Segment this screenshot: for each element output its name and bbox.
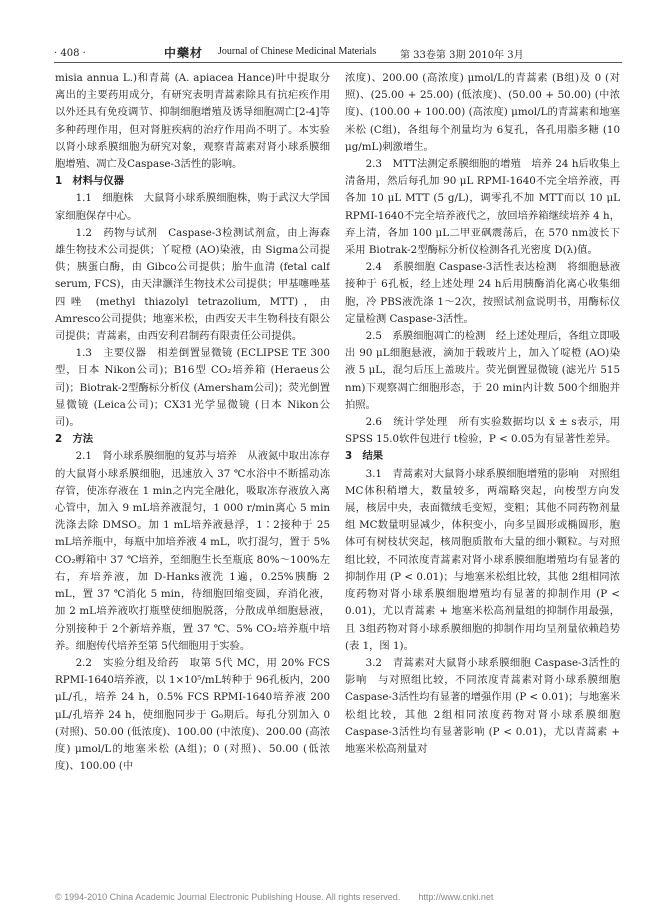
issue-info: 第 33卷第 3期 2010年 3月 (400, 50, 524, 61)
journal-name: Journal of Chinese Medicinal Materials (218, 46, 377, 57)
left-column (55, 70, 330, 870)
page-number: · 408 · (54, 48, 86, 59)
paragraph: misia annua L.)和青蒿 (A. apiacea Hance)叶中提取分离出的主要药用成分，有研究表明青蒿素除具有抗疟疾作用以外还具有免疫调节、抑制细胞增殖及诱导细胞凋亡[2-4]等多种药理作用，但对肾脏疾病的治疗作用尚不明了。本实验以肾小球系膜细胞为研究对象，观察青蒿素对肾小球系膜细胞增殖、凋亡及Caspase-3活性的影响。 (55, 72, 330, 171)
paragraph: 2.6 统计学处理 所有实验数据均以 x̄ ± s表示，用 SPSS 15.0软件包进行 t检验，P < 0.05为有显著性差异。 (345, 416, 620, 446)
paragraph: 浓度)、200.00 (高浓度) μmol/L的青蒿素 (B组)及 0 (对照)、(25.00 + 25.00) (低浓度)、(50.00 + 50.00) (中浓度)、(100.00 + 100.00) (高浓度) μmol/L的青蒿素和地塞米松 (C组)，各组每个剂量均为 6复孔，各孔用脂多糖 (10 μg/mL)刺激增生。 (345, 72, 620, 153)
paragraph: 2.2 实验分组及给药 取第 5代 MC，用 20% FCS RPMI-1640培养液，以 1×10⁵/mL转种于 96孔板内，200 μL/孔，培养 24 h，0.5% FCS RPMI-1640培养液 200 μL/孔培养 24 h，使细胞同步于 G₀期后。每孔分别加入 0 (对照)、50.00 (低浓度)、100.00 (中浓度)、200.00 (高浓度) μmol/L的地塞米松 (A组)；0 (对照)、50.00 (低浓度)、100.00 (中 (55, 656, 330, 773)
page-header (0, 0, 670, 62)
paragraph: 1.1 细胞株 大鼠肾小球系膜细胞株，购于武汉大学国家细胞保存中心。 (55, 192, 330, 222)
right-column (345, 70, 620, 870)
paragraph: 1.3 主要仪器 相差倒置显微镜 (ECLIPSE TE 300型，日本 Nikon公司)；B16型 CO₂培养箱 (Heraeus公司)；Biotrak-2型酶标分析仪 (Amersham公司)；荧光倒置显微镜 (Leica公司)；CX31光学显微镜 (日本 Nikon公司)。 (55, 347, 330, 429)
paragraph: 2.3 MTT法测定系膜细胞的增殖 培养 24 h后收集上清备用，然后每孔加 90 μL RPMI-1640不完全培养液，再各加 10 μL MTT (5 g/L)，调零孔不加 MTT而以 10 μL RPMI-1640不完全培养液代之，放回培养箱继续培养 4 h，弃上清，各加 100 μL二甲亚砜震荡后，在 570 nm波长下采用 Biotrak-2型酶标分析仪检测各孔光密度 D(λ)值。 (345, 158, 620, 257)
copyright-footer: © 1994-2010 China Academic Journal Electronic Publishing House. All rights reserved. http://www.cnki.net (55, 892, 494, 902)
paragraph: 3.2 青蒿素对大鼠肾小球系膜细胞 Caspase-3活性的影响 与对照组比较，不同浓度青蒿素对肾小球系膜细胞 Caspase-3活性均有显著的增强作用 (P < 0.01)；与地塞米松组比较，其他 2组相同浓度药物对肾小球系膜细胞 Caspase-3活性均有显著影响 (P < 0.01)，尤以青蒿素 + 地塞米松高剂量对 (345, 656, 620, 755)
section-heading: 2 方法 (55, 433, 94, 446)
paragraph: 1.2 药物与试剂 Caspase-3检测试剂盒，由上海森雄生物技术公司提供；丫啶橙 (AO)染液，由 Sigma公司提供；胰蛋白酶，由 Gibco公司提供；胎牛血清 (fetal calf serum, FCS)，由天津灏洋生物技术公司提供；甲基噻唑基四唑 (methyl thiazolyl tetrazolium, MTT)，由 Amresco公司提供；地塞米松，由西安天丰生物科技有限公司提供；青蒿素，由西安利君制药有限责任公司提供。 (55, 226, 330, 343)
section-heading: 1 材料与仪器 (55, 175, 124, 188)
paragraph: 3.1 青蒿素对大鼠肾小球系膜细胞增殖的影响 对照组 MC体积稍增大，数量较多，两端略突起，向梭型方向发展，核居中央，表面微绒毛变短，变粗；其他不同药物剂量组 MC数量明显减少，体积变小，向多呈圆形或椭圆形，胞体可有树枝状突起，核周胞质散布大量的细小颗粒。与对照组比较，不同浓度青蒿素对肾小球系膜细胞增殖均有显著的抑制作用 (P < 0.01)；与地塞米松组比较，其他 2组相同浓度药物对肾小球系膜细胞增殖均有显著的抑制作用 (P < 0.01)，尤以青蒿素 + 地塞米松高剂量组的抑制作用最强，且 3组药物对肾小球系膜细胞的抑制作用均呈剂量依赖趋势 (表 1，图 1)。 (345, 467, 620, 652)
journal-logo: 中藥材 (164, 46, 204, 60)
paragraph: 2.5 系膜细胞凋亡的检测 经上述处理后，各组立即吸出 90 μL细胞悬液，滴加于载玻片上，加入丫啶橙 (AO)染液 5 μL，混匀后压上盖玻片。荧光倒置显微镜 (滤光片 515 nm)下观察凋亡细胞形态，于 20 min内计数 500个细胞并拍照。 (345, 330, 620, 411)
section-heading: 3 结果 (345, 450, 384, 463)
header-rule (54, 62, 622, 63)
paragraph: 2.4 系膜细胞 Caspase-3活性表达检测 将细胞悬液接种于 6孔板，经上述处理 24 h后用胰酶消化离心收集细胞，冷 PBS液洗涤 1～2次，按照试剂盒说明书，用酶标仪定量检测 Caspase-3活性。 (345, 261, 620, 325)
paragraph: 2.1 肾小球系膜细胞的复苏与培养 从液氮中取出冻存的大鼠肾小球系膜细胞，迅速放入 37 ℃水浴中不断摇动冻存管，使冻存液在 1 min之内完全融化，吸取冻存液放入离心管中，加入 9 mL培养液混匀，1 000 r/min离心 5 min洗涤去除 DMSO。加 1 mL培养液悬浮，1∶2接种于 25 mL培养瓶中，每瓶中加培养液 4 mL，吹打混匀，置于 5% CO₂孵箱中 37 ℃培养，至细胞生长至瓶底 80%～100%左右，弃培养液，加 D-Hanks液洗 1遍，0.25%胰酶 2 mL，置 37 ℃消化 5 min，待细胞回缩变圆，弃消化液，加 2 mL培养液吹打瓶壁使细胞脱落，分散成单细胞悬液，分别接种于 2个新培养瓶，置 37 ℃、5% CO₂培养瓶中培养。细胞传代培养至第 5代细胞用于实验。 (55, 450, 330, 652)
